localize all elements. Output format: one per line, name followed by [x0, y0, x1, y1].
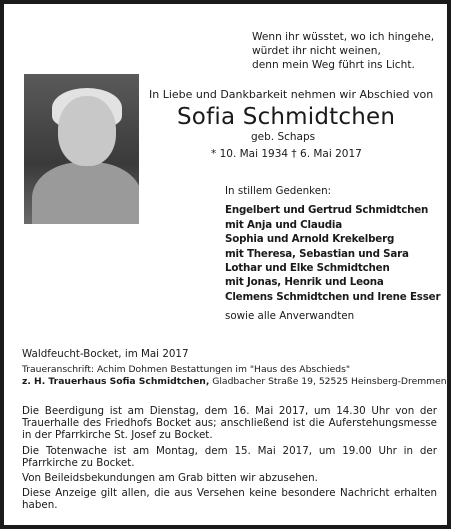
paragraph: Die Totenwache ist am Montag, dem 15. Mai 2017, um 19.00 Uhr in der Pfarrkirche zu Bocket. [22, 444, 437, 469]
mourning-address [22, 364, 447, 387]
address-line: Traueranschrift: Achim Dohmen Bestattungen im "Haus des Abschieds" [22, 364, 351, 375]
memorial-heading: In stillem Gedenken: [225, 185, 332, 197]
service-information [22, 405, 437, 515]
paragraph: Diese Anzeige gilt allen, die aus Versehen keine besondere Nachricht erhalten haben. [22, 487, 437, 512]
relatives-line: sowie alle Anverwandten [225, 310, 355, 323]
intro-line: In Liebe und Dankbarkeit nehmen wir Abschied von [149, 88, 434, 101]
life-dates: * 10. Mai 1934 † 6. Mai 2017 [211, 148, 362, 160]
birth-name: geb. Schaps [251, 131, 316, 143]
poem-line: denn mein Weg führt ins Licht. [252, 59, 415, 71]
poem-line: Wenn ihr wüsstet, wo ich hingehe, [252, 31, 435, 43]
mourner-line: Clemens Schmidtchen und Irene Esser [225, 290, 441, 303]
mourner-line: mit Theresa, Sebastian und Sara [225, 247, 409, 260]
deceased-name: Sofia Schmidtchen [177, 104, 396, 130]
address-line [22, 376, 447, 388]
paragraph: Die Beerdigung ist am Dienstag, dem 16. Mai 2017, um 14.30 Uhr von der Trauerhalle des Friedhofs Bocket aus; anschließend ist die Auferstehungsmesse in der Pfarrkirche St. Josef zu Bocket. [22, 405, 437, 442]
mourner-line: Engelbert und Gertrud Schmidtchen [225, 204, 429, 217]
mourner-line: mit Jonas, Henrik und Leona [225, 276, 384, 289]
poem [252, 30, 434, 72]
mourner-line: Sophia und Arnold Krekelberg [225, 233, 395, 246]
paragraph: Von Beileidsbekundungen am Grab bitten wir abzusehen. [22, 472, 318, 485]
mourner-line: mit Anja und Claudia [225, 218, 342, 231]
address-recipient: z. H. Trauerhaus Sofia Schmidtchen, [22, 375, 210, 387]
poem-line: würdet ihr nicht weinen, [252, 45, 381, 57]
address-street: Gladbacher Straße 19, 52525 Heinsberg-Dremmen [209, 375, 447, 387]
mourners-list [225, 184, 440, 324]
mourner-line: Lothar und Elke Schmidtchen [225, 262, 390, 275]
portrait-photo [24, 74, 139, 224]
place-date: Waldfeucht-Bocket, im Mai 2017 [22, 348, 189, 360]
